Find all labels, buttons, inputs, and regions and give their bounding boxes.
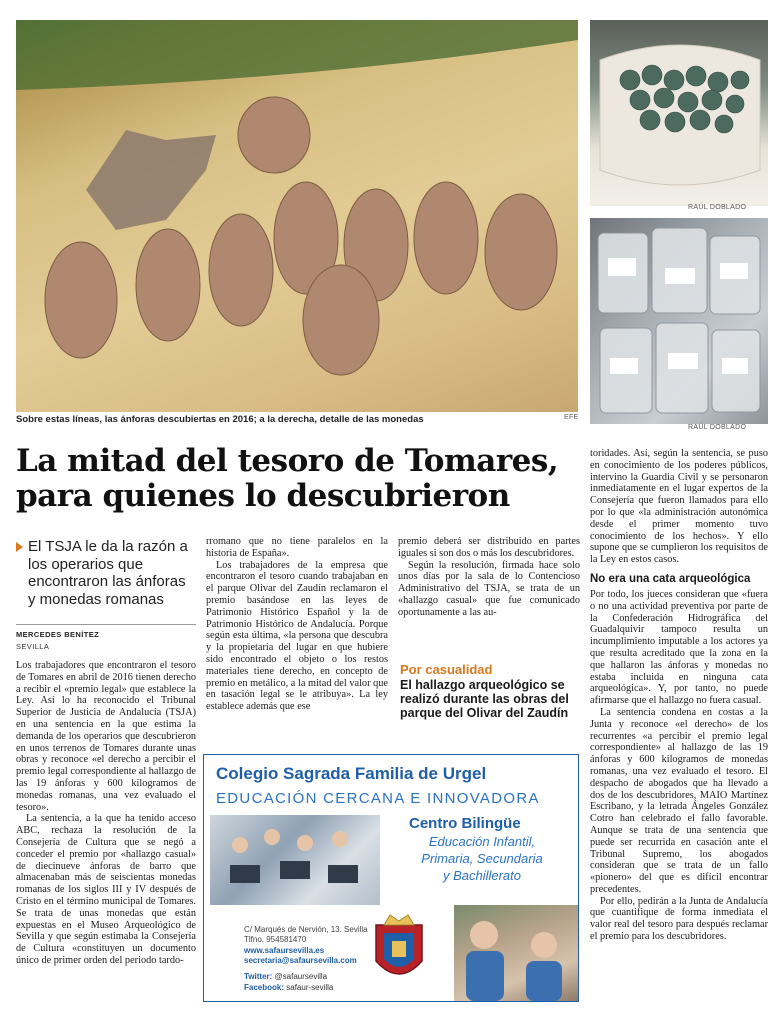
twitter-label: Twitter: xyxy=(244,972,273,981)
students-photo xyxy=(454,905,579,1001)
photo-caption: Sobre estas líneas, las ánforas descubiertas en 2016; a la derecha, detalle de las monedas xyxy=(16,414,424,425)
twitter-handle: @safaursevilla xyxy=(274,972,328,981)
photo-credit-main: EFE xyxy=(564,414,579,421)
coins-photo xyxy=(590,20,768,206)
classroom-illustration xyxy=(210,815,380,905)
ad-level: y Bachillerato xyxy=(442,868,522,883)
ad-bilingual-label: Centro Bilingüe xyxy=(409,815,521,832)
ad-title: Colegio Sagrada Familia de Urgel xyxy=(216,764,487,783)
ad-twitter[interactable] xyxy=(244,972,327,981)
ad-tagline: EDUCACIÓN CERCANA E INNOVADORA xyxy=(216,790,540,807)
pullquote-text: El hallazgo arqueológico se realizó durante las obras del parque del Olivar del Zaudín xyxy=(400,678,569,720)
school-advertisement[interactable] xyxy=(203,754,579,1002)
paragraph: La sentencia, a la que ha tenido acceso ABC, rechaza la resolución de la Consejería de Cultura que se negó a conceder el premio por «hallazgo casual» de diecinueve ánforas de barro que almacenaban más de seiscientas monedas romanas de los siglos III y IV después de Cristo en el término municipal de Tomares. Se trata de unas monedas que están expuestas en el Museo Arqueológico de Sevilla y que según estimaba la Consejería de Cultura «constituyen un documento único de primer orden del periodo tardo- xyxy=(16,813,196,966)
facebook-label: Facebook: xyxy=(244,983,285,992)
paragraph: Por todo, los jueces consideran que «fuera o no una actividad preventiva por parte de la Confederación Hidrográfica del Guadalquivir tampoco resulta un incumplimiento imputable a los actores ya que resulta acreditado que la zona en la que hallaron las ánforas y monedas no estaba incluida en ninguna cata arqueológica». Y, por tanto, no puede afirmarse que el hallazgo no fuera casual. xyxy=(590,588,768,707)
pullquote-kicker: Por casualidad xyxy=(400,662,493,677)
article-deck xyxy=(16,538,196,608)
students-illustration xyxy=(454,905,579,1001)
ad-levels xyxy=(402,833,562,884)
paragraph: rromano que no tiene paralelos en la historia de España». xyxy=(206,536,388,559)
coin-bags-photo xyxy=(590,218,768,424)
paragraph: La sentencia condena en costas a la Junta y reconoce «el derecho» de los recurrentes «a percibir el premio legal correspondiente» al hallazgo de las 19 ánforas y 600 kilogramos de monedas romanas, una vez evaluado el tesoro. El despacho de abogados que ha llevado a dos de los descubridores, MAIO Martínez Escribano, y la letrada Ángeles González Cotro han celebrado el fallo favorable. Aunque se trata de una sentencia que puede ser recurrida en casación ante el Tribunal Supremo, los abogados consideran que se trata de un fallo «pionero» del que es difícil encontrar precedentes. xyxy=(590,706,768,895)
facebook-handle: safaur-sevilla xyxy=(286,983,334,992)
ad-phone: Tlfno. 954581470 xyxy=(244,935,307,944)
ad-level: Educación Infantil, xyxy=(428,834,536,849)
article-column-1 xyxy=(16,660,196,1005)
photo-credit-coins: RAÚL DOBLADO xyxy=(688,204,747,211)
paragraph: Por ello, pedirán a la Junta de Andalucía que cuantifique de forma inmediata el valor real del tesoro para después reclamar el premio para los descubridores. xyxy=(590,895,768,943)
paragraph: Los trabajadores que encontraron el tesoro de Tomares en abril de 2016 tienen derecho a recibir el «premio legal» que establece la Ley. Así lo ha reconocido el Tribunal Superior de Justicia de Andalucía (TSJA) en una sentencia en la que estima la demanda de los operarios que descubrieron en unos terrenos de Tomares durante unas obras y reconoce «el derecho a percibir el premio legal correspondiente al hallazgo de las 19 ánforas y 600 kilogramos de monedas romanas, una vez evaluado el tesoro». xyxy=(16,660,196,813)
paragraph: Los trabajadores de la empresa que encontraron el tesoro cuando trabajaban en el parque Olivar del Zaudín reclamaron el premio basándose en las leyes de Patrimonio Histórico Español y la de Patrimonio Histórico de Andalucía. Porque según esta última, «la persona que descubra y la propietaria del lugar en que hubiere sido encontrado el objeto o los restos materiales tiene derecho, en concepto de premio en metálico, a la mitad del valor que en tasación legal se le atribuya». La ley establece además que ese xyxy=(206,559,388,713)
amphorae-photo xyxy=(16,20,578,412)
byline-divider xyxy=(16,624,196,625)
amphorae-illustration xyxy=(16,20,578,412)
deck-text: El TSJA le da la razón a los operarios que encontraron las ánforas y monedas romanas xyxy=(28,538,188,608)
classroom-photo xyxy=(210,815,380,905)
byline: MERCEDES BENÍTEZ xyxy=(16,630,100,639)
paragraph: toridades. Así, según la sentencia, se puso en conocimiento de los poderes públicos, intervino la Guardia Civil y se personaron inmediatamente en el lugar expertos de la Consejería que fueron llamados para ello por lo que «la administración autonómica desde el primer momento tuvo conocimiento de los hechos». Y ello supone que se cumplieron los requisitos de la Ley en estos casos. xyxy=(590,448,768,566)
byline-location: SEVILLA xyxy=(16,642,50,651)
photo-credit-bags: RAÚL DOBLADO xyxy=(688,424,747,431)
headline xyxy=(16,444,586,514)
ad-address: C/ Marqués de Nervión, 13. Sevilla xyxy=(244,925,368,934)
ad-level: Primaria, Secundaria xyxy=(421,851,543,866)
ad-facebook[interactable] xyxy=(244,983,333,992)
coins-illustration xyxy=(590,20,768,206)
paragraph: Según la resolución, firmada hace solo unos días por la sala de lo Contencioso Administrativo del TSJA, se trata de un «hallazgo casual» que fue comunicado oportunamente a las au- xyxy=(398,559,580,618)
triangle-bullet-icon xyxy=(16,542,23,552)
headline-line-1: La mitad del tesoro de Tomares, xyxy=(16,443,559,479)
paragraph: premio deberá ser distribuido en partes iguales si son dos o más los descubridores. xyxy=(398,536,580,559)
school-crest-icon xyxy=(370,911,428,991)
article-column-3 xyxy=(398,536,580,656)
section-subhead: No era una cata arqueológica xyxy=(590,572,751,585)
ad-email-link[interactable]: secretaria@safaursevilla.com xyxy=(244,956,357,965)
ad-website-link[interactable]: www.safaursevilla.es xyxy=(244,946,325,955)
article-column-4 xyxy=(590,448,768,1008)
coin-bags-illustration xyxy=(590,218,768,424)
article-column-2 xyxy=(206,536,388,748)
headline-line-2: para quienes lo descubrieron xyxy=(16,478,510,514)
